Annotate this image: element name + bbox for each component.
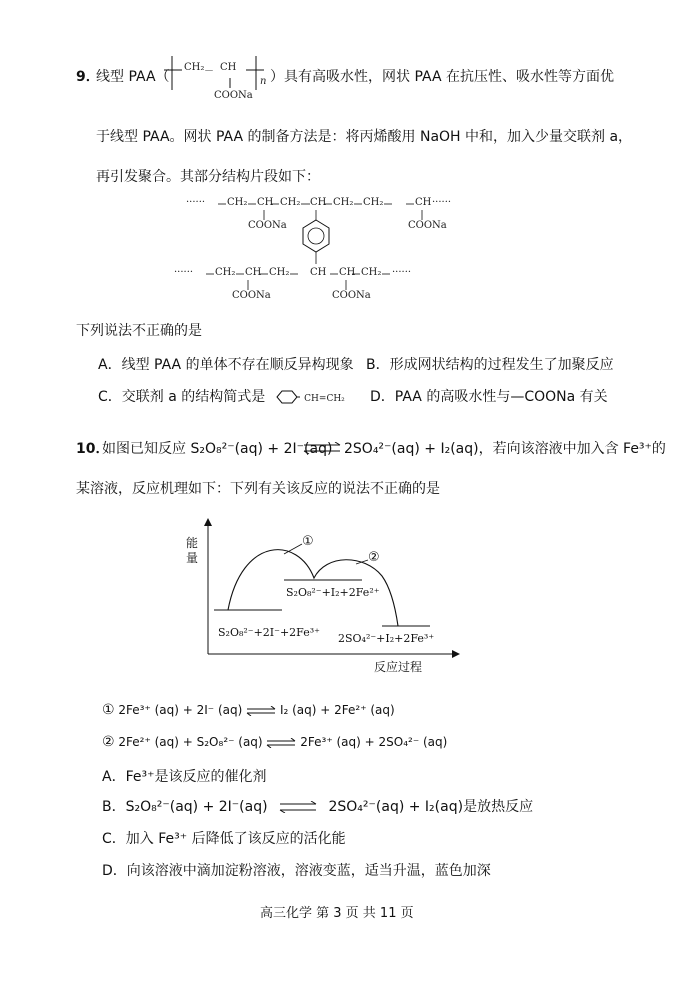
- q10-option-a: A．Fe³⁺是该反应的催化剂: [102, 769, 267, 785]
- q9-option-c: [98, 386, 345, 406]
- bottom-coona-2: COONa: [332, 290, 371, 301]
- polymer-coona: COONa: [214, 90, 253, 101]
- step1-right: I₂ (aq) + 2Fe²⁺ (aq): [279, 703, 395, 717]
- y-axis-label: 能量: [186, 536, 199, 565]
- q9-option-c-text: C．交联剂 a 的结构简式是: [98, 389, 266, 405]
- step2: [102, 734, 447, 750]
- x-axis-arrow: [452, 650, 460, 658]
- label-products: 2SO₄²⁻+I₂+2Fe³⁺: [338, 632, 435, 645]
- label-reactants: S₂O₈²⁻+2I⁻+2Fe³⁺: [218, 626, 320, 639]
- polymer-ch2: CH₂: [184, 62, 205, 73]
- polymer-n: n: [260, 76, 267, 87]
- top-ch-3: CH: [415, 197, 432, 208]
- bottom-ch2-3: CH₂: [361, 267, 382, 278]
- q9-option-c-formula: CH=CH₂: [304, 394, 345, 404]
- step1: [102, 702, 395, 718]
- top-ch2-3: CH₂: [333, 197, 354, 208]
- q9-line2: 于线型 PAA。网状 PAA 的制备方法是：将丙烯酸用 NaOH 中和，加入少量交联剂 a，: [96, 129, 633, 145]
- q9-line3: 再引发聚合。其部分结构片段如下：: [96, 169, 320, 185]
- step2-right: 2Fe³⁺ (aq) + 2SO₄²⁻ (aq): [300, 735, 448, 749]
- q10-line1a: 如图已知反应 S₂O₈²⁻(aq) + 2I⁻(aq): [102, 441, 333, 457]
- y-axis-arrow: [204, 518, 212, 526]
- equilibrium-arrow-icon: [302, 442, 342, 454]
- bottom-ch-3: CH: [339, 267, 356, 278]
- equilibrium-arrow-icon: [266, 738, 296, 748]
- polymer-dash: －: [204, 66, 214, 77]
- equilibrium-arrow-icon: [246, 706, 276, 716]
- q9-intro-a: 线型 PAA（: [96, 69, 170, 85]
- q10-option-b-right: 2SO₄²⁻(aq) + I₂(aq)是放热反应: [328, 799, 534, 815]
- page-footer: 高三化学 第 3 页 共 11 页: [260, 906, 414, 921]
- step2-left: 2Fe²⁺ (aq) + S₂O₈²⁻ (aq): [118, 735, 263, 749]
- label-intermediate: S₂O₈²⁻+I₂+2Fe²⁺: [286, 586, 380, 599]
- polymer-ch: CH: [220, 62, 237, 73]
- top-dots-right: ······: [432, 197, 452, 208]
- bottom-ch-2: CH: [310, 267, 327, 278]
- x-axis-label: 反应过程: [374, 660, 423, 674]
- q10-option-b-left: B．S₂O₈²⁻(aq) + 2I⁻(aq): [102, 799, 268, 815]
- q10-number: 10．: [76, 441, 110, 457]
- bottom-dots-right: ······: [392, 267, 412, 278]
- q9-stem: 下列说法不正确的是: [76, 323, 202, 339]
- polymer-unit: [160, 52, 270, 104]
- q10-line1b: 2SO₄²⁻(aq) + I₂(aq)，若向该溶液中加入含 Fe³⁺的: [344, 441, 666, 457]
- marker1: ①: [302, 534, 314, 549]
- q9-option-a: A．线型 PAA 的单体不存在顺反异构现象: [98, 357, 354, 373]
- q9-option-d: D．PAA 的高吸水性与—COONa 有关: [370, 389, 608, 405]
- top-coona-1: COONa: [248, 220, 287, 231]
- bottom-ch2-1: CH₂: [215, 267, 236, 278]
- equilibrium-arrow-icon: [278, 801, 318, 813]
- marker2: ②: [368, 550, 380, 565]
- step2-marker: ②: [102, 734, 115, 750]
- bottom-dots-left: ······: [174, 267, 194, 278]
- bottom-ch2-2: CH₂: [269, 267, 290, 278]
- q10-option-d: D．向该溶液中滴加淀粉溶液，溶液变蓝，适当升温，蓝色加深: [102, 863, 491, 879]
- bottom-coona-1: COONa: [232, 290, 271, 301]
- q10-option-c: C．加入 Fe³⁺ 后降低了该反应的活化能: [102, 831, 346, 847]
- step1-marker: ①: [102, 702, 115, 718]
- q10-option-b: [102, 796, 533, 816]
- top-ch2-1: CH₂: [227, 197, 248, 208]
- top-ch-2: CH: [310, 197, 327, 208]
- q10-line2: 某溶液，反应机理如下：下列有关该反应的说法不正确的是: [76, 481, 440, 497]
- step1-left: 2Fe³⁺ (aq) + 2I⁻ (aq): [118, 703, 243, 717]
- network-structure: [174, 192, 486, 308]
- top-ch-1: CH: [257, 197, 274, 208]
- q9-option-b: B．形成网状结构的过程发生了加聚反应: [366, 357, 614, 373]
- top-dots-left: ······: [186, 197, 206, 208]
- marker1-leader: [284, 544, 302, 554]
- top-coona-2: COONa: [408, 220, 447, 231]
- benzene-ring-icon: [274, 390, 300, 404]
- q9-intro-b: ）具有高吸水性，网状 PAA 在抗压性、吸水性等方面优: [270, 69, 614, 85]
- q9-number: 9．: [76, 69, 100, 85]
- top-ch2-2: CH₂: [280, 197, 301, 208]
- energy-diagram: [186, 516, 466, 676]
- top-ch2-4: CH₂: [363, 197, 384, 208]
- bottom-ch-1: CH: [245, 267, 262, 278]
